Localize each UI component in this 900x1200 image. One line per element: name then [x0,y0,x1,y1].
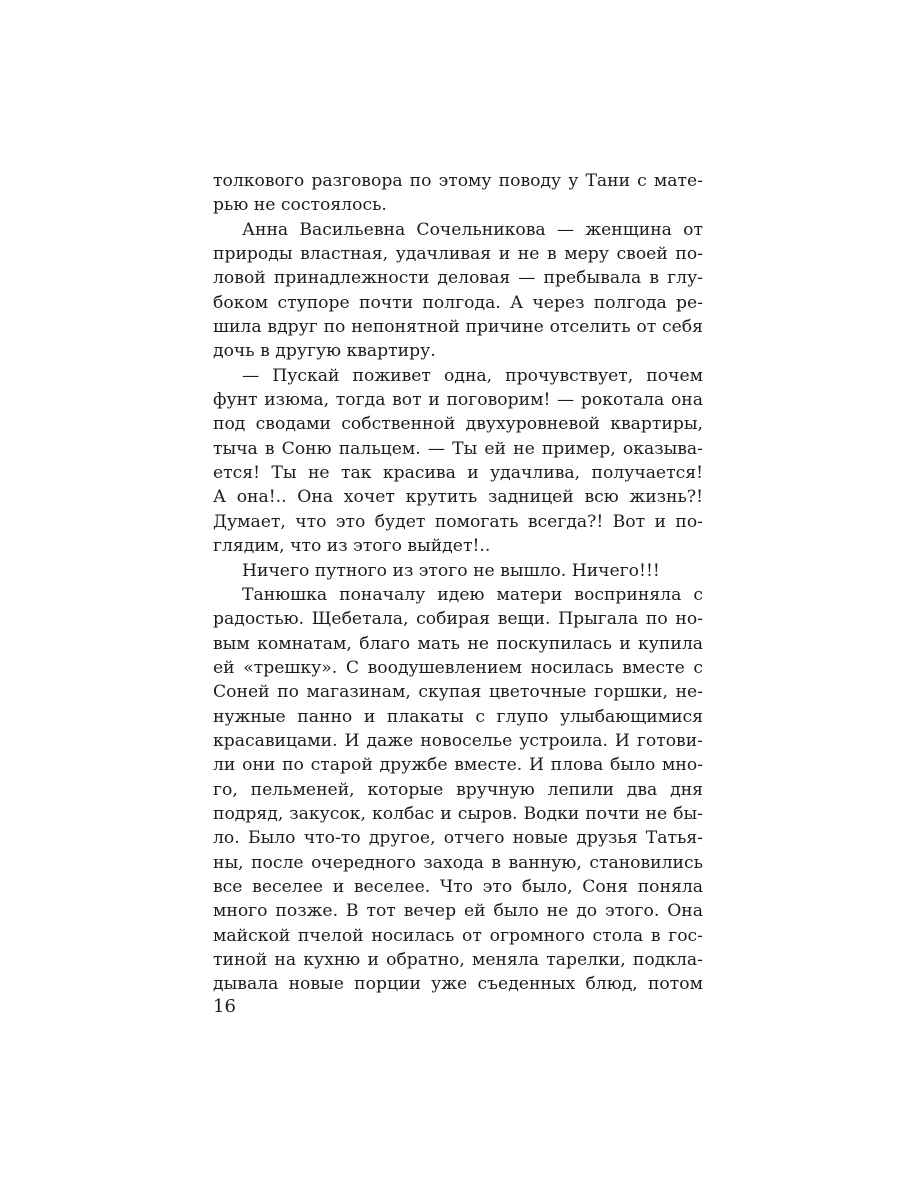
text-line: ло. Было что-то другое, отчего новые друзья Татья- [213,828,703,849]
text-line: радостью. Щебетала, собирая вещи. Прыгала по но- [213,609,703,630]
text-line: природы властная, удачливая и не в меру своей по- [213,244,703,265]
paragraph [213,169,703,218]
text-line: вым комнатам, благо мать не поскупилась и купила [213,633,703,654]
paragraph [213,218,703,364]
text-line: Ничего путного из этого не вышло. Ничего!!! [242,560,660,581]
text-line: А она!.. Она хочет крутить задницей всю жизнь?! [213,487,703,508]
text-line: ли они по старой дружбе вместе. И плова было мно- [213,755,703,776]
text-line: рью не состоялось. [213,195,387,216]
text-line: боком ступоре почти полгода. А через полгода ре- [213,292,703,313]
text-line: ны, после очередного захода в ванную, становились [213,852,703,873]
text-line: ется! Ты не так красива и удачлива, получается! [213,463,703,484]
text-line: красавицами. И даже новоселье устроила. И готови- [213,730,703,751]
text-line: Анна Васильевна Сочельникова — женщина от [242,219,703,240]
text-line: го, пельменей, которые вручную лепили два дня [213,779,703,800]
text-line: много позже. В тот вечер ей было не до этого. Она [213,901,703,922]
paragraph [213,583,703,997]
text-line: ловой принадлежности деловая — пребывала в глу- [213,268,703,289]
text-line: ей «трешку». С воодушевлением носилась вместе с [213,657,703,678]
text-line: толкового разговора по этому поводу у Тани с мате- [213,171,703,191]
page-number: 16 [213,996,236,1017]
text-line: фунт изюма, тогда вот и поговорим! — рокотала она [213,390,703,411]
text-line: дочь в другую квартиру. [213,341,436,362]
text-line: тыча в Соню пальцем. — Ты ей не пример, оказыва- [213,438,703,459]
text-line: шила вдруг по непонятной причине отселить от себя [213,317,703,338]
text-line: нужные панно и плакаты с глупо улыбающимися [213,706,703,727]
text-line: майской пчелой носилась от огромного стола в гос- [213,925,703,946]
text-line: под сводами собственной двухуровневой квартиры, [213,414,703,435]
text-line: подряд, закусок, колбас и сыров. Водки почти не бы- [213,803,703,824]
text-line: все веселее и веселее. Что это было, Соня поняла [213,876,703,897]
paragraph [213,364,703,559]
paragraph [213,559,703,583]
text-line: глядим, что из этого выйдет!.. [213,536,491,557]
text-line: Думает, что это будет помогать всегда?! Вот и по- [213,511,703,532]
text-line: тиной на кухню и обратно, меняла тарелки, подкла- [213,950,703,970]
text-line: Соней по магазинам, скупая цветочные горшки, не- [213,682,703,703]
body-text [213,169,703,997]
text-line: — Пускай поживет одна, прочувствует, почем [242,365,703,386]
text-line: Танюшка поначалу идею матери восприняла с [242,584,703,605]
text-line: дывала новые порции уже съеденных блюд, потом [213,974,703,995]
